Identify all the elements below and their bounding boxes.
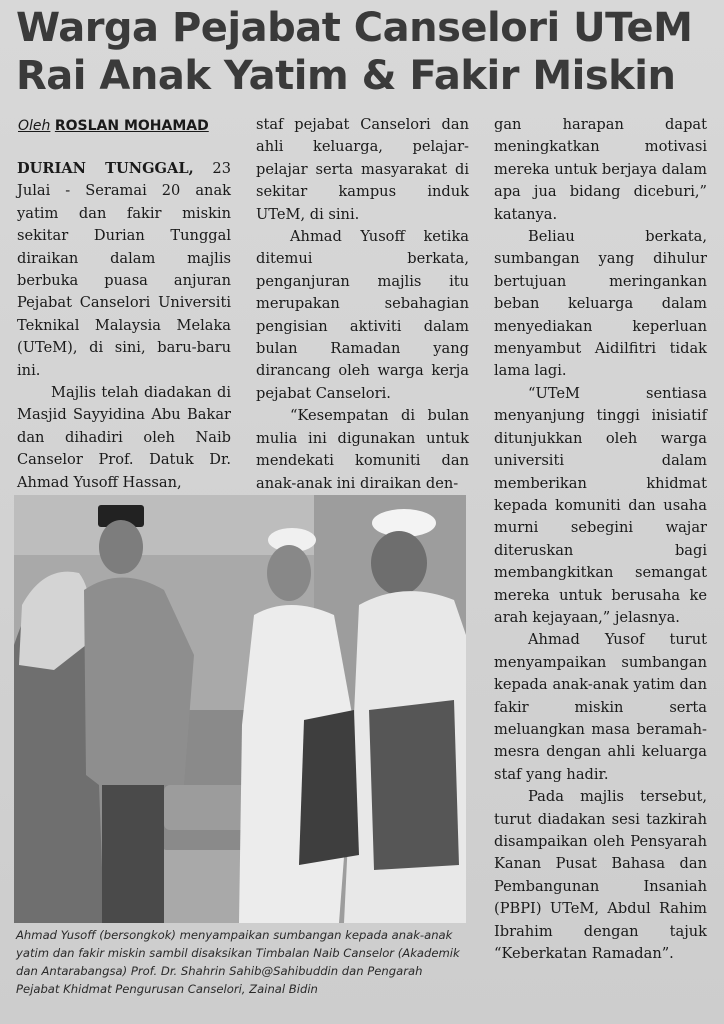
paragraph: Pada majlis tersebut, turut diadakan sesi tazkirah disampaikan oleh Pensyarah Kanan Pusat Bahasa dan Pembangunan Insaniah (PBPI) UTeM, Abdul Rahim Ibrahim dengan tajuk “Keberkatan Ramadan”. [494,788,707,963]
byline-prefix: Oleh [18,118,51,134]
paragraph [17,158,231,382]
dateline: DURIAN TUNGGAL, [17,160,194,177]
byline [18,118,209,134]
article-column-3 [494,114,707,965]
paragraph: Ahmad Yusoff ketika ditemui berkata, penganjuran majlis itu merupakan sebahagian pengisian aktiviti dalam bulan Ramadan yang dirancang oleh warga kerja pejabat Canselori. [256,228,469,402]
headline-line-1: Warga Pejabat Canselori UTeM [16,5,693,51]
paragraph: staf pejabat Canselori dan ahli keluarga, pelajar-pelajar serta masyarakat di sekitar kampus induk UTeM, di sini. [256,116,469,223]
news-photo [14,495,466,923]
paragraph: Majlis telah diadakan di Masjid Sayyidina Abu Bakar dan dihadiri oleh Naib Canselor Prof. Datuk Dr. Ahmad Yusoff Hassan, [17,384,231,491]
paragraph: “UTeM sentiasa menyanjung tinggi inisiatif ditunjukkan oleh warga universiti dalam memberikan khidmat kepada komuniti dan usaha murni sebegini wajar diteruskan bagi membangkitkan semangat mereka untuk berusaha ke arah kejayaan,” jelasnya. [494,384,707,626]
paragraph: Beliau berkata, sumbangan yang dihulur bertujuan meringankan beban keluarga dalam menyediakan keperluan menyambut Aidilfitri tidak lama lagi. [494,228,707,380]
byline-author: ROSLAN MOHAMAD [54,118,209,134]
paragraph: “Kesempatan di bulan mulia ini digunakan untuk mendekati komuniti dan anak-anak ini diraikan den- [256,407,469,492]
photo-caption: Ahmad Yusoff (bersongkok) menyampaikan sumbangan kepada anak-anak yatim dan fakir miskin sambil disaksikan Timbalan Naib Canselor (Akademik dan Antarabangsa) Prof. Dr. Shahrin Sahib@Sahibuddin dan Pengarah Pejabat Khidmat Pengurusan Canselori, Zainal Bidin [16,928,460,996]
paragraph: gan harapan dapat meningkatkan motivasi mereka untuk berjaya dalam apa jua bidang diceburi,” katanya. [494,116,707,223]
headline [16,4,716,100]
paragraph-text: 23 Julai - Seramai 20 anak yatim dan fakir miskin sekitar Durian Tunggal diraikan dalam majlis berbuka puasa anjuran Pejabat Canselori Universiti Teknikal Malaysia Melaka (UTeM), di sini, baru-baru ini. [17,160,231,379]
article-column-2 [256,114,469,495]
headline-line-2: Rai Anak Yatim & Fakir Miskin [16,53,676,99]
paragraph: Ahmad Yusof turut menyampaikan sumbangan kepada anak-anak yatim dan fakir miskin serta meluangkan masa beramah-mesra dengan ahli keluarga staf yang hadir. [494,631,707,783]
article-column-1 [17,158,231,494]
photo-illustration [14,495,466,923]
